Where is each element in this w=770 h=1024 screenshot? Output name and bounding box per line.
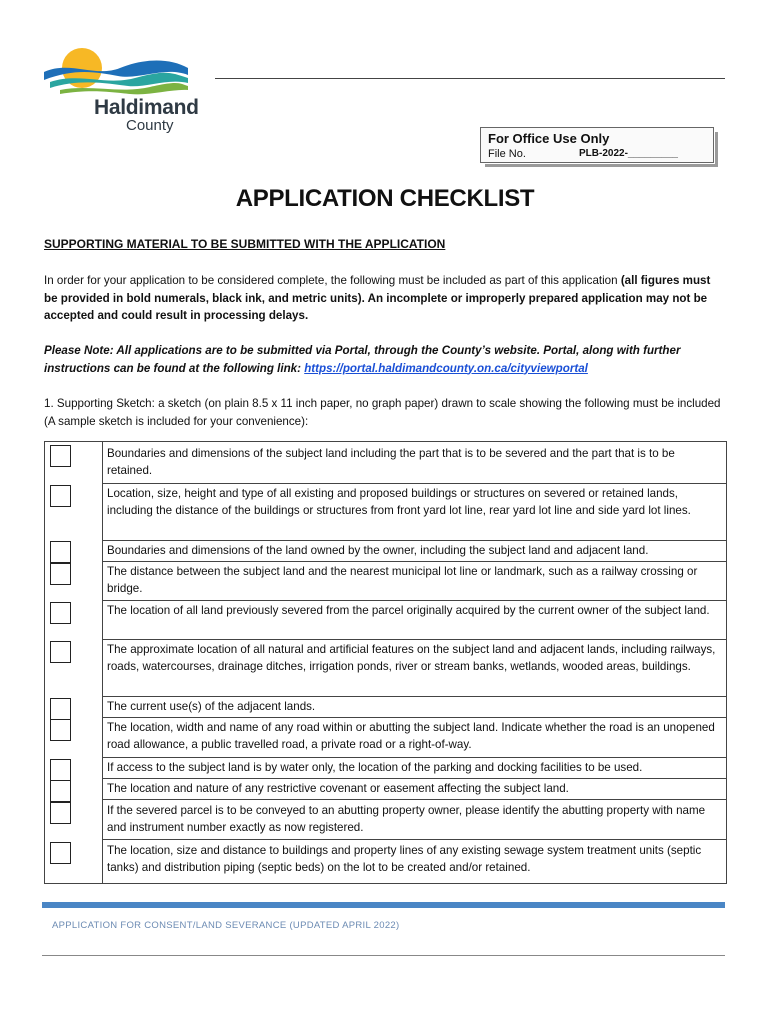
checkbox-item-5[interactable] [50, 602, 71, 624]
checklist-item-2: Location, size, height and type of all existing and proposed buildings or structures on severed or retained lands, including the distance of the buildings or structures from front yard lot line, rear yard lot line and side yard lot lines. [107, 487, 691, 518]
checkbox-item-9[interactable] [50, 759, 71, 781]
checklist-item-5: The location of all land previously severed from the parcel originally acquired by the current owner of the subject land. [107, 604, 710, 617]
checkbox-column [45, 442, 103, 883]
checklist-table [44, 441, 727, 884]
row-divider [103, 561, 726, 562]
sketch-instructions: 1. Supporting Sketch: a sketch (on plain 8.5 x 11 inch paper, no graph paper) drawn to scale showing the following must be included (A sample sketch is included for your convenience): [44, 397, 721, 428]
logo-graphic-icon [40, 42, 200, 97]
row-divider [103, 540, 726, 541]
checkbox-item-7[interactable] [50, 698, 71, 720]
checkbox-item-8[interactable] [50, 719, 71, 741]
checklist-item-7: The current use(s) of the adjacent lands. [107, 700, 316, 713]
bottom-divider [42, 955, 725, 956]
checklist-item-11: If the severed parcel is to be conveyed to an abutting property owner, please identify the abutting property with name and instrument number exactly as now registered. [107, 804, 706, 835]
page-title: APPLICATION CHECKLIST [235, 185, 535, 212]
office-use-title: For Office Use Only [488, 131, 610, 146]
checklist-item-4: The distance between the subject land and the nearest municipal lot line or landmark, such as a railway crossing or bridge. [107, 565, 698, 596]
file-number-value: PLB-2022-_________ [579, 148, 678, 159]
row-divider [103, 717, 726, 718]
footer-text: APPLICATION FOR CONSENT/LAND SEVERANCE (UPDATED APRIL 2022) [52, 920, 400, 931]
portal-note-text: Please Note: All applications are to be submitted via Portal, through the County’s website. Portal, along with further instructions can be found at the following link: [44, 344, 681, 375]
checkbox-item-4[interactable] [50, 563, 71, 585]
portal-link[interactable]: https://portal.haldimandcounty.on.ca/cityviewportal [304, 361, 588, 375]
checkbox-item-12[interactable] [50, 842, 71, 864]
portal-note [44, 342, 724, 377]
checklist-item-1: Boundaries and dimensions of the subject land including the part that is to be severed and the part that is to be retained. [107, 447, 675, 478]
file-number-label: File No. [488, 148, 526, 160]
section-heading: SUPPORTING MATERIAL TO BE SUBMITTED WITH THE APPLICATION [44, 237, 446, 251]
office-use-box [480, 127, 714, 163]
checkbox-item-11[interactable] [50, 802, 71, 824]
checkbox-item-2[interactable] [50, 485, 71, 507]
checklist-item-6: The approximate location of all natural and artificial features on the subject land and adjacent lands, including railways, roads, watercourses, drainage ditches, irrigation ponds, river or stream banks, wetlands, wooded areas, buildings. [107, 643, 716, 674]
row-divider [103, 799, 726, 800]
row-divider [103, 483, 726, 484]
checkbox-item-10[interactable] [50, 780, 71, 802]
row-divider [103, 639, 726, 640]
intro-text: In order for your application to be considered complete, the following must be included as part of this application [44, 274, 621, 287]
row-divider [103, 696, 726, 697]
footer-bar [42, 902, 725, 908]
header-divider [215, 78, 725, 79]
checklist-item-9: If access to the subject land is by water only, the location of the parking and docking facilities to be used. [107, 761, 643, 774]
checklist-item-10: The location and nature of any restrictive covenant or easement affecting the subject land. [107, 782, 569, 795]
checklist-item-8: The location, width and name of any road within or abutting the subject land. Indicate whether the road is an unopened road allowance, a public travelled road, a private road or a right-of-way. [107, 721, 715, 752]
checkbox-item-1[interactable] [50, 445, 71, 467]
row-divider [103, 839, 726, 840]
logo-subname: County [126, 117, 174, 134]
checkbox-item-6[interactable] [50, 641, 71, 663]
checkbox-item-3[interactable] [50, 541, 71, 563]
haldimand-county-logo [40, 42, 215, 137]
logo-name: Haldimand [94, 96, 199, 119]
row-divider [103, 600, 726, 601]
checklist-item-12: The location, size and distance to buildings and property lines of any existing sewage system treatment units (septic tanks) and distribution piping (septic beds) on the lot to be created and/or retained. [107, 844, 702, 875]
row-divider [103, 757, 726, 758]
checklist-item-3: Boundaries and dimensions of the land owned by the owner, including the subject land and adjacent land. [107, 544, 649, 557]
intro-bold-text: (all figures must be provided in bold numerals, black ink, and metric units). An incomplete or improperly prepared application may not be accepted and could result in processing delays. [44, 274, 711, 322]
row-divider [103, 778, 726, 779]
intro-paragraph [44, 272, 724, 325]
